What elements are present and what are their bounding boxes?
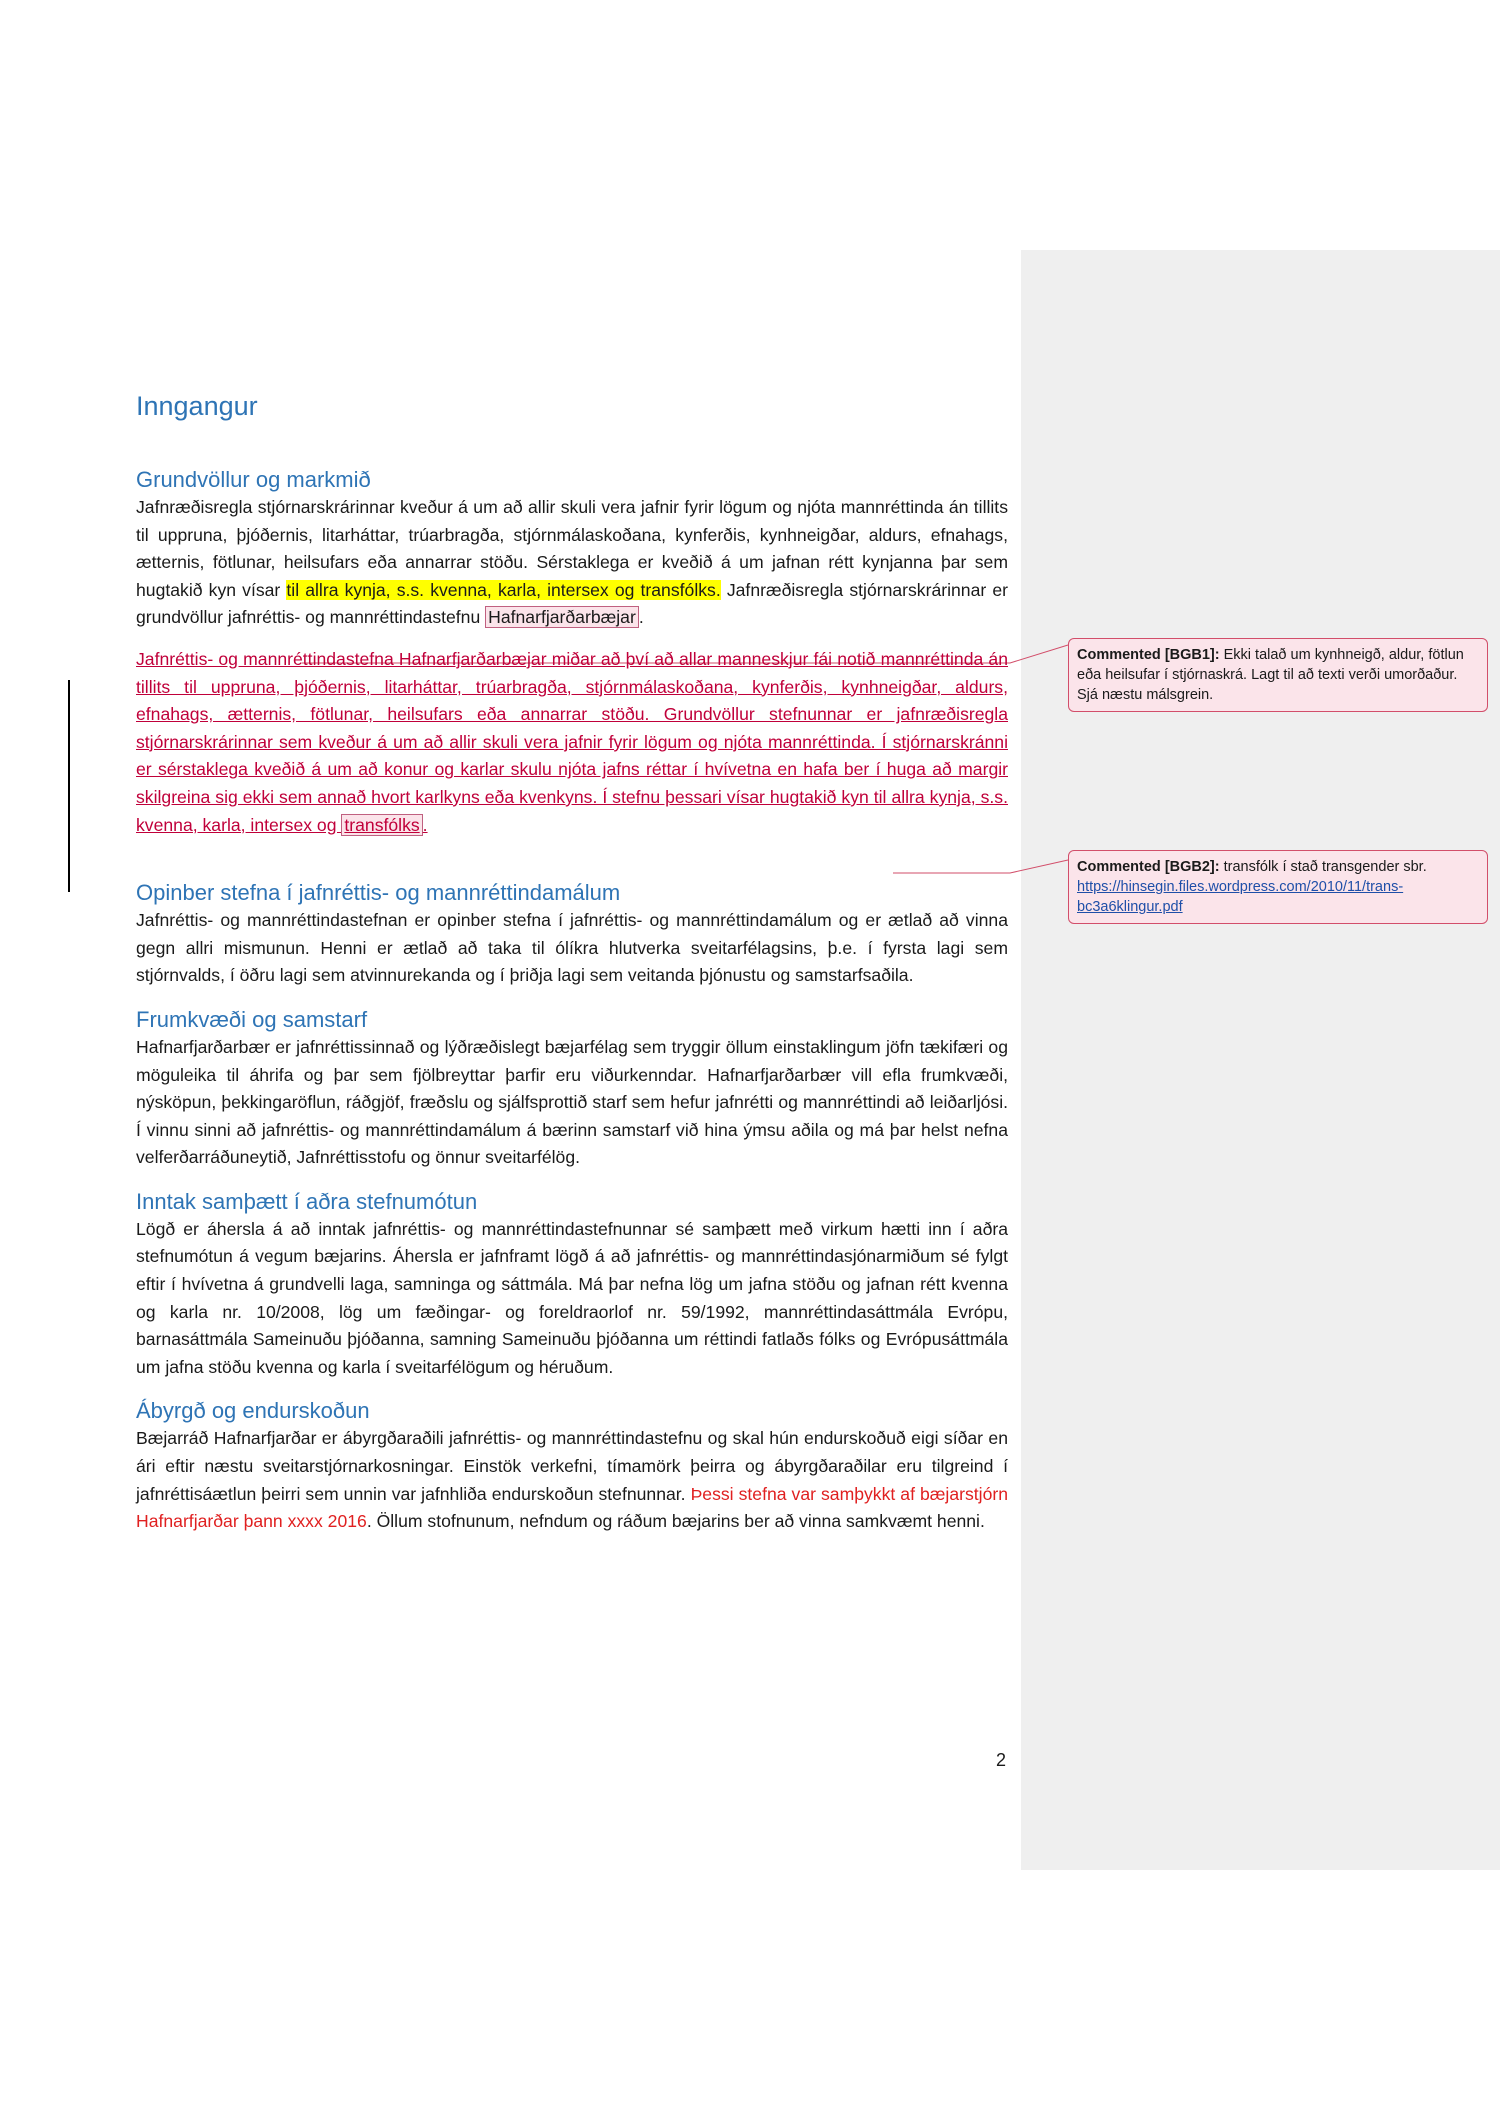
page-title: Inngangur xyxy=(136,391,258,421)
paragraph-frumkvaedi: Hafnarfjarðarbær er jafnréttissinnað og lýðræðislegt bæjarfélag sem tryggir öllum einstaklingum jöfn tækifæri og möguleika til áhrifa og þar sem fjölbreyttar þarfir eru viðurkenndar. Hafnarfjarðarbær vill efla frumkvæði, nýsköpun, þekkingaröflun, ráðgjöf, fræðslu og sjálfsprottið starf sem hefur jafnrétti og mannréttindi að leiðarljósi. Í vinnu sinni að jafnréttis- og mannréttindamálum á bærinn samstarf við hina ýmsu aðila og má þar helst nefna velferðarráðuneytið, Jafnréttisstofu og önnur sveitarfélög. xyxy=(136,1036,1008,1168)
paragraph-text: Jafnræðisregla stjórnarskrárinnar er grundvöllur jafnréttis- og mannréttindastefnu xyxy=(136,579,1009,628)
comment-bgb2[interactable] xyxy=(1068,850,1488,924)
document-body xyxy=(136,386,1008,1536)
inserted-text: Jafnréttis- og mannréttindastefna Hafnarfjarðarbæjar miðar að því að allar manneskjur fái notið mannréttinda án tillits til uppruna, þjóðernis, litarháttar, trúarbragða, stjórnmálaskoðana, kynferðis, kynhneigðar, aldurs, efnahags, ætternis, fötlunar, heilsufars eða annarrar stöðu. Grundvöllur stefnunnar er jafnræðisregla stjórnarskrárinnar sem kveður á um að allir skuli vera jafnir fyrir lögum og njóta mannréttinda. Í stjórnarskránni er sérstaklega kveðið á um að konur og karlar skulu njóta jafns réttar í hvívetna en hafa ber í huga að margir skilgreina sig ekki sem annað hvort karlkyns eða kvenkyns. Í stefnu þessari vísar hugtakið kyn til allra kynja, s.s. kvenna, karla, intersex og xyxy=(136,648,1008,835)
section-heading-grundvollur: Grundvöllur og markmið xyxy=(136,467,371,492)
section-heading-inntak: Inntak samþætt í aðra stefnumótun xyxy=(136,1188,478,1214)
red-text: Þessi stefna var samþykkt af bæjarstjórn Hafnarfjarðar þann xxxx 2016 xyxy=(136,1483,1008,1532)
comment-text: transfólk í stað transgender sbr. xyxy=(1223,859,1427,875)
comment-anchor-1[interactable]: Hafnarfjarðarbæjar xyxy=(485,606,639,628)
inserted-text: . xyxy=(422,814,428,835)
comment-link[interactable]: https://hinsegin.files.wordpress.com/2010/11/trans-bc3a6klingur.pdf xyxy=(1077,879,1404,915)
page-number: 2 xyxy=(996,1750,1007,1770)
section-heading-frumkvaedi: Frumkvæði og samstarf xyxy=(136,1006,368,1032)
comment-label: Commented [BGB1]: xyxy=(1077,647,1220,663)
section-heading-abyrgd: Ábyrgð og endurskoðun xyxy=(136,1398,370,1424)
highlighted-text[interactable]: til allra kynja, s.s. kvenna, karla, intersex og transfólks. xyxy=(286,579,721,600)
comment-text: Ekki talað um kynhneigð, aldur, fötlun eða heilsufar í stjórnaskrá. Lagt til að texti verði umorðaður. Sjá næstu málsgrein. xyxy=(1077,647,1464,703)
paragraph-inntak: Lögð er áhersla á að inntak jafnréttis- og mannréttindastefnunnar sé samþætt með virkum hætti inn í aðra stefnumótun á vegum bæjarins. Áhersla er jafnframt lögð á að jafnréttis- og mannréttindasjónarmiðum sé fylgt eftir í hvívetna á grundvelli laga, samninga og sáttmála. Má þar nefna lög um jafna stöðu og jafnan rétt kvenna og karla nr. 10/2008, lög um fæðingar- og foreldraorlof nr. 59/1992, mannréttindasáttmála Evrópu, barnasáttmála Sameinuðu þjóðanna, samning Sameinuðu þjóðanna um réttindi fatlaðs fólks og Evrópusáttmála um jafna stöðu kvenna og karla í sveitarfélögum og héruðum. xyxy=(136,1218,1008,1377)
comment-bgb1[interactable] xyxy=(1068,638,1488,712)
paragraph-opinber: Jafnréttis- og mannréttindastefnan er opinber stefna í jafnréttis- og mannréttindamálum og er ætlað að vinna gegn allri mismunun. Henni er ætlað að taka til ólíkra hlutverka sveitarfélagsins, þ.e. í fyrsta lagi sem stjórnvalds, í öðru lagi sem atvinnurekanda og í þriðja lagi sem veitanda þjónustu og samstarfsaðila. xyxy=(136,910,1008,986)
paragraph-text: Bæjarráð Hafnarfjarðar er ábyrgðaraðili jafnréttis- og mannréttindastefnu og skal hún endurskoðuð eigi síðar en ári eftir næstu sveitarstjórnarkosningar. Einstök verkefni, tímamörk þeirra og ábyrgðaraðilar eru tilgreind í jafnréttisáætlun þeirri sem unnin var jafnhliða endurskoðun stefnunnar. xyxy=(136,1428,1008,1504)
comment-anchor-2[interactable]: transfólks xyxy=(341,814,422,836)
section-heading-opinber: Opinber stefna í jafnréttis- og mannréttindamálum xyxy=(136,880,621,906)
paragraph-text: . xyxy=(638,607,644,628)
paragraph-text: . Öllum stofnunum, nefndum og ráðum bæjarins ber að vinna samkvæmt henni. xyxy=(366,1511,985,1532)
paragraph-grundvollur-1 xyxy=(136,494,1008,632)
paragraph-abyrgd xyxy=(136,1425,1008,1535)
inserted-paragraph-grundvollur-2[interactable] xyxy=(136,646,1008,839)
comment-label: Commented [BGB2]: xyxy=(1077,859,1220,875)
paragraph-text: Jafnræðisregla stjórnarskrárinnar kveður á um að allir skuli vera jafnir fyrir lögum og njóta mannréttinda án tillits til uppruna, þjóðernis, litarháttar, trúarbragða, stjórnmálaskoðana, kynferðis, kynhneigðar, aldurs, efnahags, ætternis, fötlunar, heilsufars eða annarrar stöðu. Sérstaklega er kveðið á um jafnan rétt kynjanna þar sem hugtakið kyn vísar xyxy=(136,497,1008,600)
